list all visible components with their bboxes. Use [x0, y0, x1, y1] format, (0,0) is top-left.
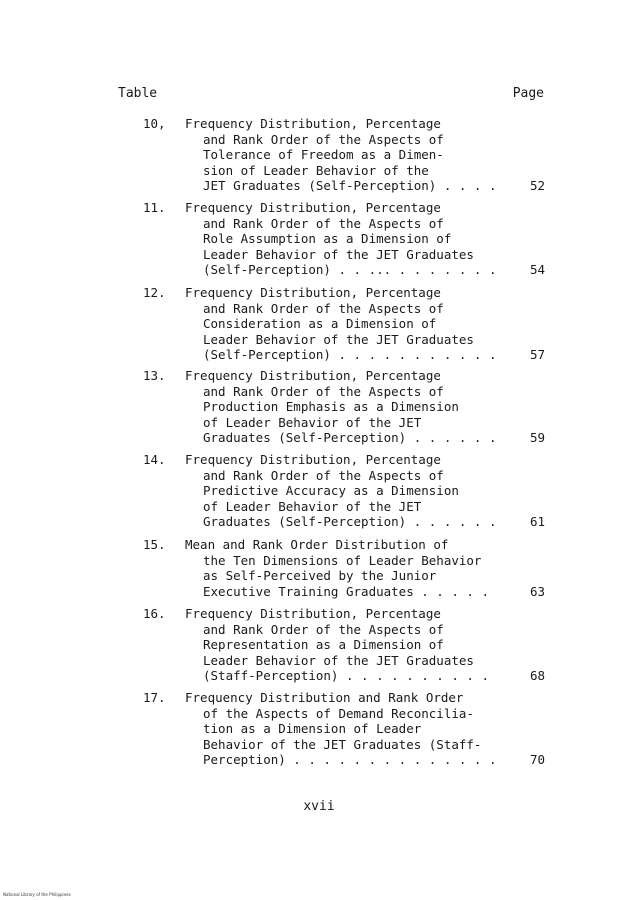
entry-continuation-line: and Rank Order of the Aspects of — [203, 383, 444, 399]
entry-continuation-line: of Leader Behavior of the JET — [203, 498, 422, 514]
table-heading: Table — [118, 86, 158, 101]
entry-title-line: Frequency Distribution, Percentage — [185, 452, 441, 467]
entry-leader-line — [203, 584, 545, 600]
toc-entry — [143, 116, 545, 194]
page-number: 61 — [529, 514, 545, 529]
entry-last-text: (Self-Perception) . . ... . . . . . . . — [203, 262, 497, 277]
library-footer: National Library of the Philippines — [3, 892, 71, 897]
entry-continuation-line: Behavior of the JET Graduates (Staff- — [203, 736, 482, 752]
table-number: 10, — [143, 116, 166, 131]
entry-continuation-line: Leader Behavior of the JET Graduates — [203, 246, 474, 262]
entry-title-line: Frequency Distribution, Percentage — [185, 368, 441, 383]
toc-entry — [143, 368, 545, 446]
toc-entry — [143, 200, 545, 278]
entry-last-text: Perception) . . . . . . . . . . . . . . — [203, 752, 497, 767]
table-number: 13. — [143, 368, 166, 383]
entry-leader-line — [203, 262, 545, 278]
entry-last-text: JET Graduates (Self-Perception) . . . . — [203, 178, 497, 193]
table-number: 11. — [143, 200, 166, 215]
page-heading: Page — [512, 86, 544, 101]
entry-title-line: Frequency Distribution and Rank Order — [185, 690, 464, 705]
entry-last-text: Graduates (Self-Perception) . . . . . . — [203, 430, 497, 445]
entry-leader-line — [203, 178, 545, 194]
entry-leader-line — [203, 347, 545, 363]
entry-leader-line — [203, 430, 545, 446]
page-number: 57 — [529, 347, 545, 362]
entry-title-line: Frequency Distribution, Percentage — [185, 285, 441, 300]
entry-continuation-line: sion of Leader Behavior of the — [203, 162, 429, 178]
entry-title-line: Frequency Distribution, Percentage — [185, 200, 441, 215]
page-number: 70 — [529, 752, 545, 767]
entry-leader-line — [203, 752, 545, 768]
entry-last-text: Graduates (Self-Perception) . . . . . . — [203, 514, 497, 529]
table-number: 14. — [143, 452, 166, 467]
table-number: 15. — [143, 537, 166, 552]
toc-entry — [143, 452, 545, 530]
entry-last-text: Executive Training Graduates . . . . . — [203, 583, 489, 599]
entry-continuation-line: and Rank Order of the Aspects of — [203, 215, 444, 231]
toc-entry — [143, 690, 545, 768]
entry-continuation-line: Leader Behavior of the JET Graduates — [203, 331, 474, 347]
page-number: 63 — [529, 584, 545, 599]
entry-title-line: Mean and Rank Order Distribution of — [185, 537, 449, 552]
table-number: 17. — [143, 690, 166, 705]
entry-continuation-line: Representation as a Dimension of — [203, 637, 444, 652]
entry-leader-line — [203, 514, 545, 530]
entry-continuation-line: Production Emphasis as a Dimension — [203, 399, 459, 414]
toc-entry — [143, 537, 545, 599]
page-folio: xvii — [303, 799, 335, 814]
toc-entry — [143, 285, 545, 363]
table-number: 16. — [143, 606, 166, 621]
entry-leader-line — [203, 668, 545, 684]
page-number: 54 — [529, 262, 545, 277]
entry-continuation-line: tion as a Dimension of Leader — [203, 721, 422, 736]
entry-title-line: Frequency Distribution, Percentage — [185, 116, 441, 131]
entry-continuation-line: the Ten Dimensions of Leader Behavior — [203, 552, 482, 568]
entry-continuation-line: and Rank Order of the Aspects of — [203, 467, 444, 483]
entry-last-text: (Self-Perception) . . . . . . . . . . . — [203, 347, 497, 362]
entry-continuation-line: and Rank Order of the Aspects of — [203, 131, 444, 147]
entry-continuation-line: Role Assumption as a Dimension of — [203, 231, 452, 246]
entry-continuation-line: Predictive Accuracy as a Dimension — [203, 483, 459, 498]
page-number: 68 — [529, 668, 545, 683]
entry-continuation-line: and Rank Order of the Aspects of — [203, 300, 444, 316]
entry-title-line: Frequency Distribution, Percentage — [185, 606, 441, 621]
toc-entry — [143, 606, 545, 684]
entry-continuation-line: Leader Behavior of the JET Graduates — [203, 652, 474, 668]
entry-continuation-line: Tolerance of Freedom as a Dimen- — [203, 147, 444, 162]
entry-continuation-line: Consideration as a Dimension of — [203, 316, 437, 331]
entry-continuation-line: as Self-Perceived by the Junior — [203, 568, 437, 583]
entry-continuation-line: and Rank Order of the Aspects of — [203, 621, 444, 637]
entry-continuation-line: of Leader Behavior of the JET — [203, 414, 422, 430]
entry-last-text: (Staff-Perception) . . . . . . . . . . — [203, 668, 489, 683]
page-number: 52 — [529, 178, 545, 193]
page-number: 59 — [529, 430, 545, 445]
entry-continuation-line: of the Aspects of Demand Reconcilia- — [203, 705, 474, 721]
table-number: 12. — [143, 285, 166, 300]
